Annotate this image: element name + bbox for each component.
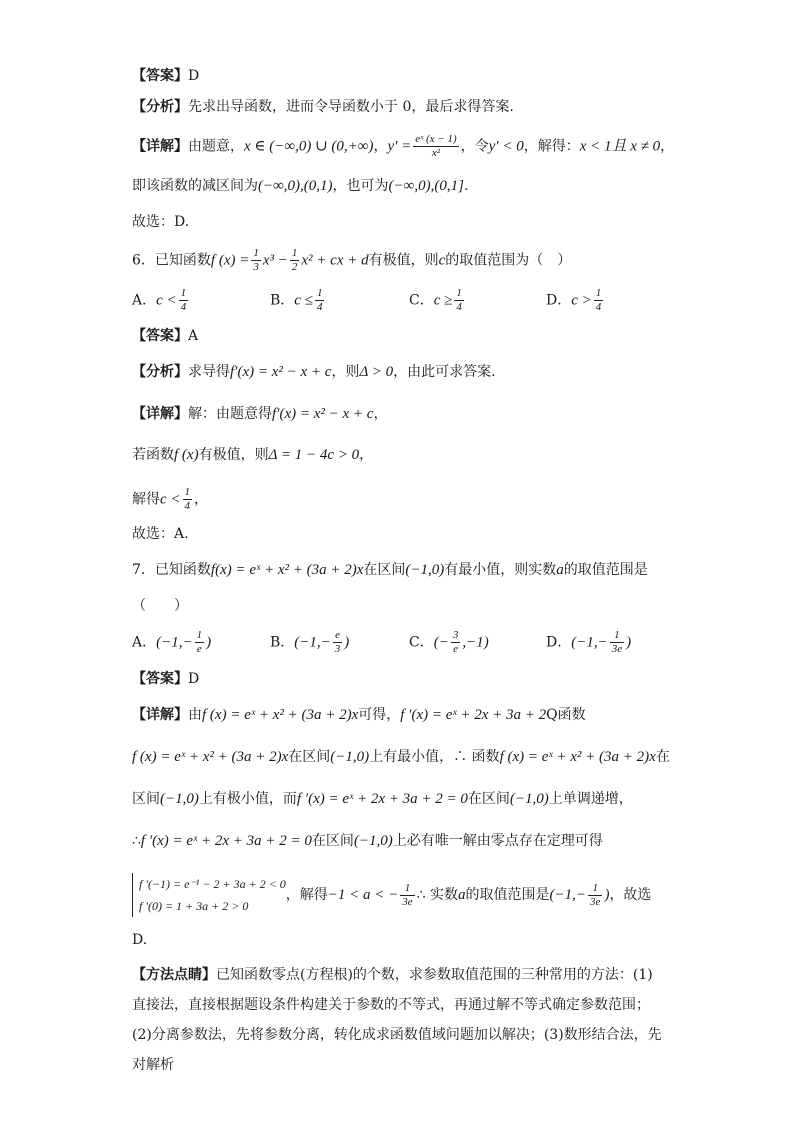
q5-analysis (132, 97, 514, 117)
option-b[interactable] (270, 287, 326, 314)
option-math: (−1,− (156, 634, 193, 651)
detail-text: ，解得 (285, 887, 328, 903)
method-tag: 【方法点睛】 (132, 967, 216, 983)
interval-math: ) (604, 887, 610, 903)
answer-value: A (188, 328, 199, 344)
detail-text: 在区间 (311, 833, 354, 849)
delta-math: Δ = 1 − 4c > 0 (268, 447, 360, 463)
fraction-denominator: 4 (180, 301, 187, 313)
detail-text: ， (194, 491, 209, 508)
detail-text: ， (660, 138, 675, 155)
detail-text: 有极值，则 (198, 447, 269, 463)
fraction (315, 287, 325, 314)
fraction (610, 629, 624, 656)
answer-tag: 【答案】 (132, 68, 188, 84)
q7-detail-2 (132, 747, 670, 767)
interval-math: (−1,0) (330, 749, 370, 765)
detail-text: 由题意， (188, 138, 244, 155)
q7-detail-6 (132, 930, 147, 950)
answer-blank: （ ） (132, 598, 188, 614)
q5-answer (132, 66, 199, 86)
inequality-system (132, 873, 286, 917)
fraction (400, 882, 414, 909)
detail-text: 在 (655, 749, 670, 765)
option-math: (−1,− (571, 634, 608, 651)
option-c[interactable] (409, 287, 466, 314)
solution-math: −1 < a < − (327, 887, 399, 903)
detail-text: D. (132, 932, 148, 948)
detail-text: 上必有唯一解由零点存在定理可得 (392, 833, 603, 849)
fraction (454, 287, 464, 314)
func-math: f(x) = eˣ + x² + (3a + 2)x (210, 562, 364, 578)
question-text: 有最小值，则实数 (444, 562, 557, 578)
func-math: x² + cx + d (301, 252, 369, 269)
fraction-denominator: 3 (334, 643, 341, 655)
detail-text: ，故选 (609, 887, 652, 903)
detail-text: Q函数 (546, 707, 586, 723)
fraction (179, 287, 189, 314)
fraction (588, 882, 602, 909)
question-text: 的取值范围为（ ） (445, 252, 572, 269)
answer-value: D (188, 671, 200, 687)
detail-text: 上单调递增， (548, 791, 633, 807)
fraction (594, 287, 604, 314)
option-math: (− (433, 634, 449, 651)
question-text: 在区间 (363, 562, 406, 578)
option-label: A． (132, 634, 157, 651)
option-math: ,−1) (462, 634, 489, 651)
func-math: x³ − (262, 252, 288, 269)
fraction-denominator: 4 (595, 301, 602, 313)
solution-math: x < 1且 x ≠ 0 (579, 138, 661, 155)
detail-text: 若函数 (132, 447, 174, 463)
detail-text: 可得， (358, 707, 401, 723)
fraction (451, 629, 461, 656)
detail-text: 的取值范围是 (465, 887, 550, 903)
q6-answer (132, 326, 198, 346)
q7-detail-4 (132, 831, 603, 851)
interval-math: (−1,0) (405, 562, 445, 578)
ineq-math: y′ < 0 (488, 138, 524, 155)
fraction-denominator: 2 (291, 261, 298, 273)
detail-text: 解：由题意得 (188, 406, 272, 422)
answer-value: D (188, 68, 200, 84)
q7-detail-1 (132, 705, 586, 725)
q7-detail-5 (132, 873, 651, 917)
fraction-numerator: 1 (610, 629, 624, 643)
system-line: f ′(0) = 1 + 3a + 2 > 0 (139, 899, 249, 913)
fraction-numerator: 1 (180, 287, 187, 299)
var-math: c (438, 252, 446, 269)
option-label: D． (546, 292, 572, 309)
q6-detail (132, 404, 387, 424)
q5-choose (132, 212, 189, 232)
fraction (251, 247, 261, 274)
fraction-denominator: 3e (611, 643, 623, 655)
interval-math: (−1,0) (160, 791, 199, 807)
func-math: f (x) = eˣ + x² + (3a + 2)x (132, 749, 289, 765)
analysis-text: ，由此可求答案. (393, 364, 496, 380)
method-text: 已知函数零点(方程根)的个数，求参数取值范围的三种常用的方法：(1)直接法，直接根据题设条件构建关于参数的不等式，再通过解不等式确定参数范围；(2)分离参数法，先将参数分离，转化成求函数值域问题加以解决；(3)数形结合法，先对解析 (132, 967, 662, 1073)
detail-text: ， (373, 406, 388, 422)
detail-text: 在区间 (467, 791, 510, 807)
fraction-numerator: 1 (595, 287, 602, 299)
fraction-denominator: 3e (402, 895, 413, 908)
question-text: 的取值范围是 (563, 562, 648, 578)
interval-math: (−∞,0),(0,1) (258, 178, 333, 194)
interval-math: (−1,− (549, 887, 587, 903)
func-math: f (x) = (210, 252, 250, 269)
detail-text: 在区间 (288, 749, 331, 765)
fraction-numerator: 1 (316, 287, 323, 299)
detail-text: 区间 (132, 791, 160, 807)
fraction-numerator: 1 (291, 247, 298, 259)
option-label: B． (270, 292, 295, 309)
fraction-numerator: 1 (253, 247, 259, 259)
deriv-math: f ′(x) = eˣ + 2x + 3a + 2 = 0 (296, 791, 468, 807)
q6-stem (132, 247, 571, 274)
option-d[interactable] (546, 629, 631, 656)
deriv-math: f ′(x) = eˣ + 2x + 3a + 2 = 0 (140, 833, 312, 849)
fraction-denominator: 4 (456, 301, 462, 313)
fraction-denominator: 4 (184, 500, 191, 512)
interval-math: (−∞,0),(0,1] (388, 178, 464, 194)
answer-tag: 【答案】 (132, 671, 188, 687)
fraction-numerator: e (333, 629, 343, 643)
fraction-denominator: e (453, 643, 459, 655)
fraction-numerator: 1 (588, 882, 602, 896)
func-math: f (x) = eˣ + x² + (3a + 2)x (202, 707, 359, 723)
fraction-denominator: 4 (316, 301, 323, 313)
analysis-text: ，则 (331, 364, 360, 380)
choose-text: 故选：A. (132, 526, 189, 542)
detail-tag: 【详解】 (132, 707, 188, 723)
detail-tag: 【详解】 (132, 138, 188, 155)
q7-stem (132, 560, 648, 580)
q5-decrease (132, 176, 468, 196)
option-label: C． (409, 292, 434, 309)
therefore-symbol: ∴ (132, 833, 141, 849)
fraction-numerator: 1 (196, 629, 203, 641)
option-math: c > (571, 292, 592, 309)
option-c[interactable] (409, 629, 489, 656)
option-label: A． (132, 292, 157, 309)
deriv-lhs: y′ = (387, 138, 412, 155)
fraction-denominator: 3e (590, 895, 601, 908)
option-math: (−1,− (294, 634, 331, 651)
question-text: 有极值，则 (368, 252, 439, 269)
func-math: f (x) (174, 447, 199, 463)
detail-text: ，解得： (523, 138, 580, 155)
decrease-text: . (463, 178, 469, 194)
derivative-fraction (413, 133, 458, 160)
option-math: ) (626, 634, 632, 651)
interval-math: (−1,0) (353, 833, 393, 849)
option-math: c ≤ (294, 292, 313, 309)
deriv-math: f′(x) = x² − x + c (272, 406, 374, 422)
detail-text: 上有极小值，而 (198, 791, 297, 807)
answer-tag: 【答案】 (132, 328, 188, 344)
q7-answer (132, 669, 199, 689)
option-math: ) (344, 634, 350, 651)
detail-text: ，令 (460, 138, 489, 155)
decrease-text: 即该函数的减区间为 (132, 178, 258, 194)
detail-text: 上有最小值，∴ 函数 (369, 749, 500, 765)
fraction-numerator: 1 (400, 882, 414, 896)
analysis-text: 求导得 (188, 364, 230, 380)
q5-detail (132, 133, 674, 160)
detail-text: ∴ 实数 (416, 887, 459, 903)
option-a[interactable] (132, 629, 211, 656)
fraction-numerator: eˣ (x − 1) (415, 133, 457, 145)
fraction (290, 247, 300, 274)
q6-choose (132, 524, 189, 544)
option-label: D． (546, 634, 572, 651)
option-math: ) (206, 634, 212, 651)
deriv-math: f ′(x) = eˣ + 2x + 3a + 2 (400, 707, 547, 723)
analysis-tag: 【分析】 (132, 364, 188, 380)
detail-tag: 【详解】 (132, 406, 188, 422)
q6-condition (132, 445, 373, 465)
fraction (333, 629, 343, 656)
solution-math: c < (160, 491, 181, 508)
interval-math: (−1,0) (509, 791, 549, 807)
analysis-tag: 【分析】 (132, 99, 188, 115)
q6-analysis (132, 362, 496, 382)
option-label: C． (409, 634, 434, 651)
domain-math: x ∈ (−∞,0) ∪ (0,+∞) (244, 138, 374, 155)
fraction-denominator: 3 (253, 261, 259, 273)
var-math: a (458, 887, 466, 903)
option-d[interactable] (546, 287, 605, 314)
system-line: f ′(−1) = e⁻¹ − 2 + 3a + 2 < 0 (139, 877, 286, 891)
fraction (195, 629, 205, 656)
option-math: c < (156, 292, 177, 309)
option-a[interactable] (132, 287, 190, 314)
q7-stem-paren (132, 596, 188, 616)
option-b[interactable] (270, 629, 349, 656)
detail-text: ， (359, 447, 374, 463)
option-label: B． (270, 634, 295, 651)
fraction-numerator: 1 (456, 287, 462, 299)
fraction (183, 486, 193, 513)
deriv-math: f′(x) = x² − x + c (230, 364, 332, 380)
decrease-text: ，也可为 (332, 178, 389, 194)
option-math: c ≥ (433, 292, 453, 309)
detail-text: 由 (188, 707, 202, 723)
choose-text: 故选：D. (132, 214, 190, 230)
delta-math: Δ > 0 (359, 364, 394, 380)
q7-detail-3 (132, 789, 633, 809)
q6-solve (132, 486, 208, 513)
detail-text: 解得 (132, 491, 160, 508)
comma: ， (373, 138, 388, 155)
fraction-denominator: x² (431, 147, 441, 159)
method-note (132, 960, 664, 1080)
fraction-numerator: 3 (452, 629, 459, 641)
question-text: 6．已知函数 (132, 252, 211, 269)
func-math: f (x) = eˣ + x² + (3a + 2)x (499, 749, 656, 765)
analysis-text: 先求出导函数，进而令导函数小于 0，最后求得答案. (188, 99, 514, 115)
fraction-denominator: e (196, 643, 202, 655)
question-text: 7．已知函数 (132, 562, 211, 578)
var-math: a (556, 562, 564, 578)
fraction-numerator: 1 (184, 486, 191, 498)
